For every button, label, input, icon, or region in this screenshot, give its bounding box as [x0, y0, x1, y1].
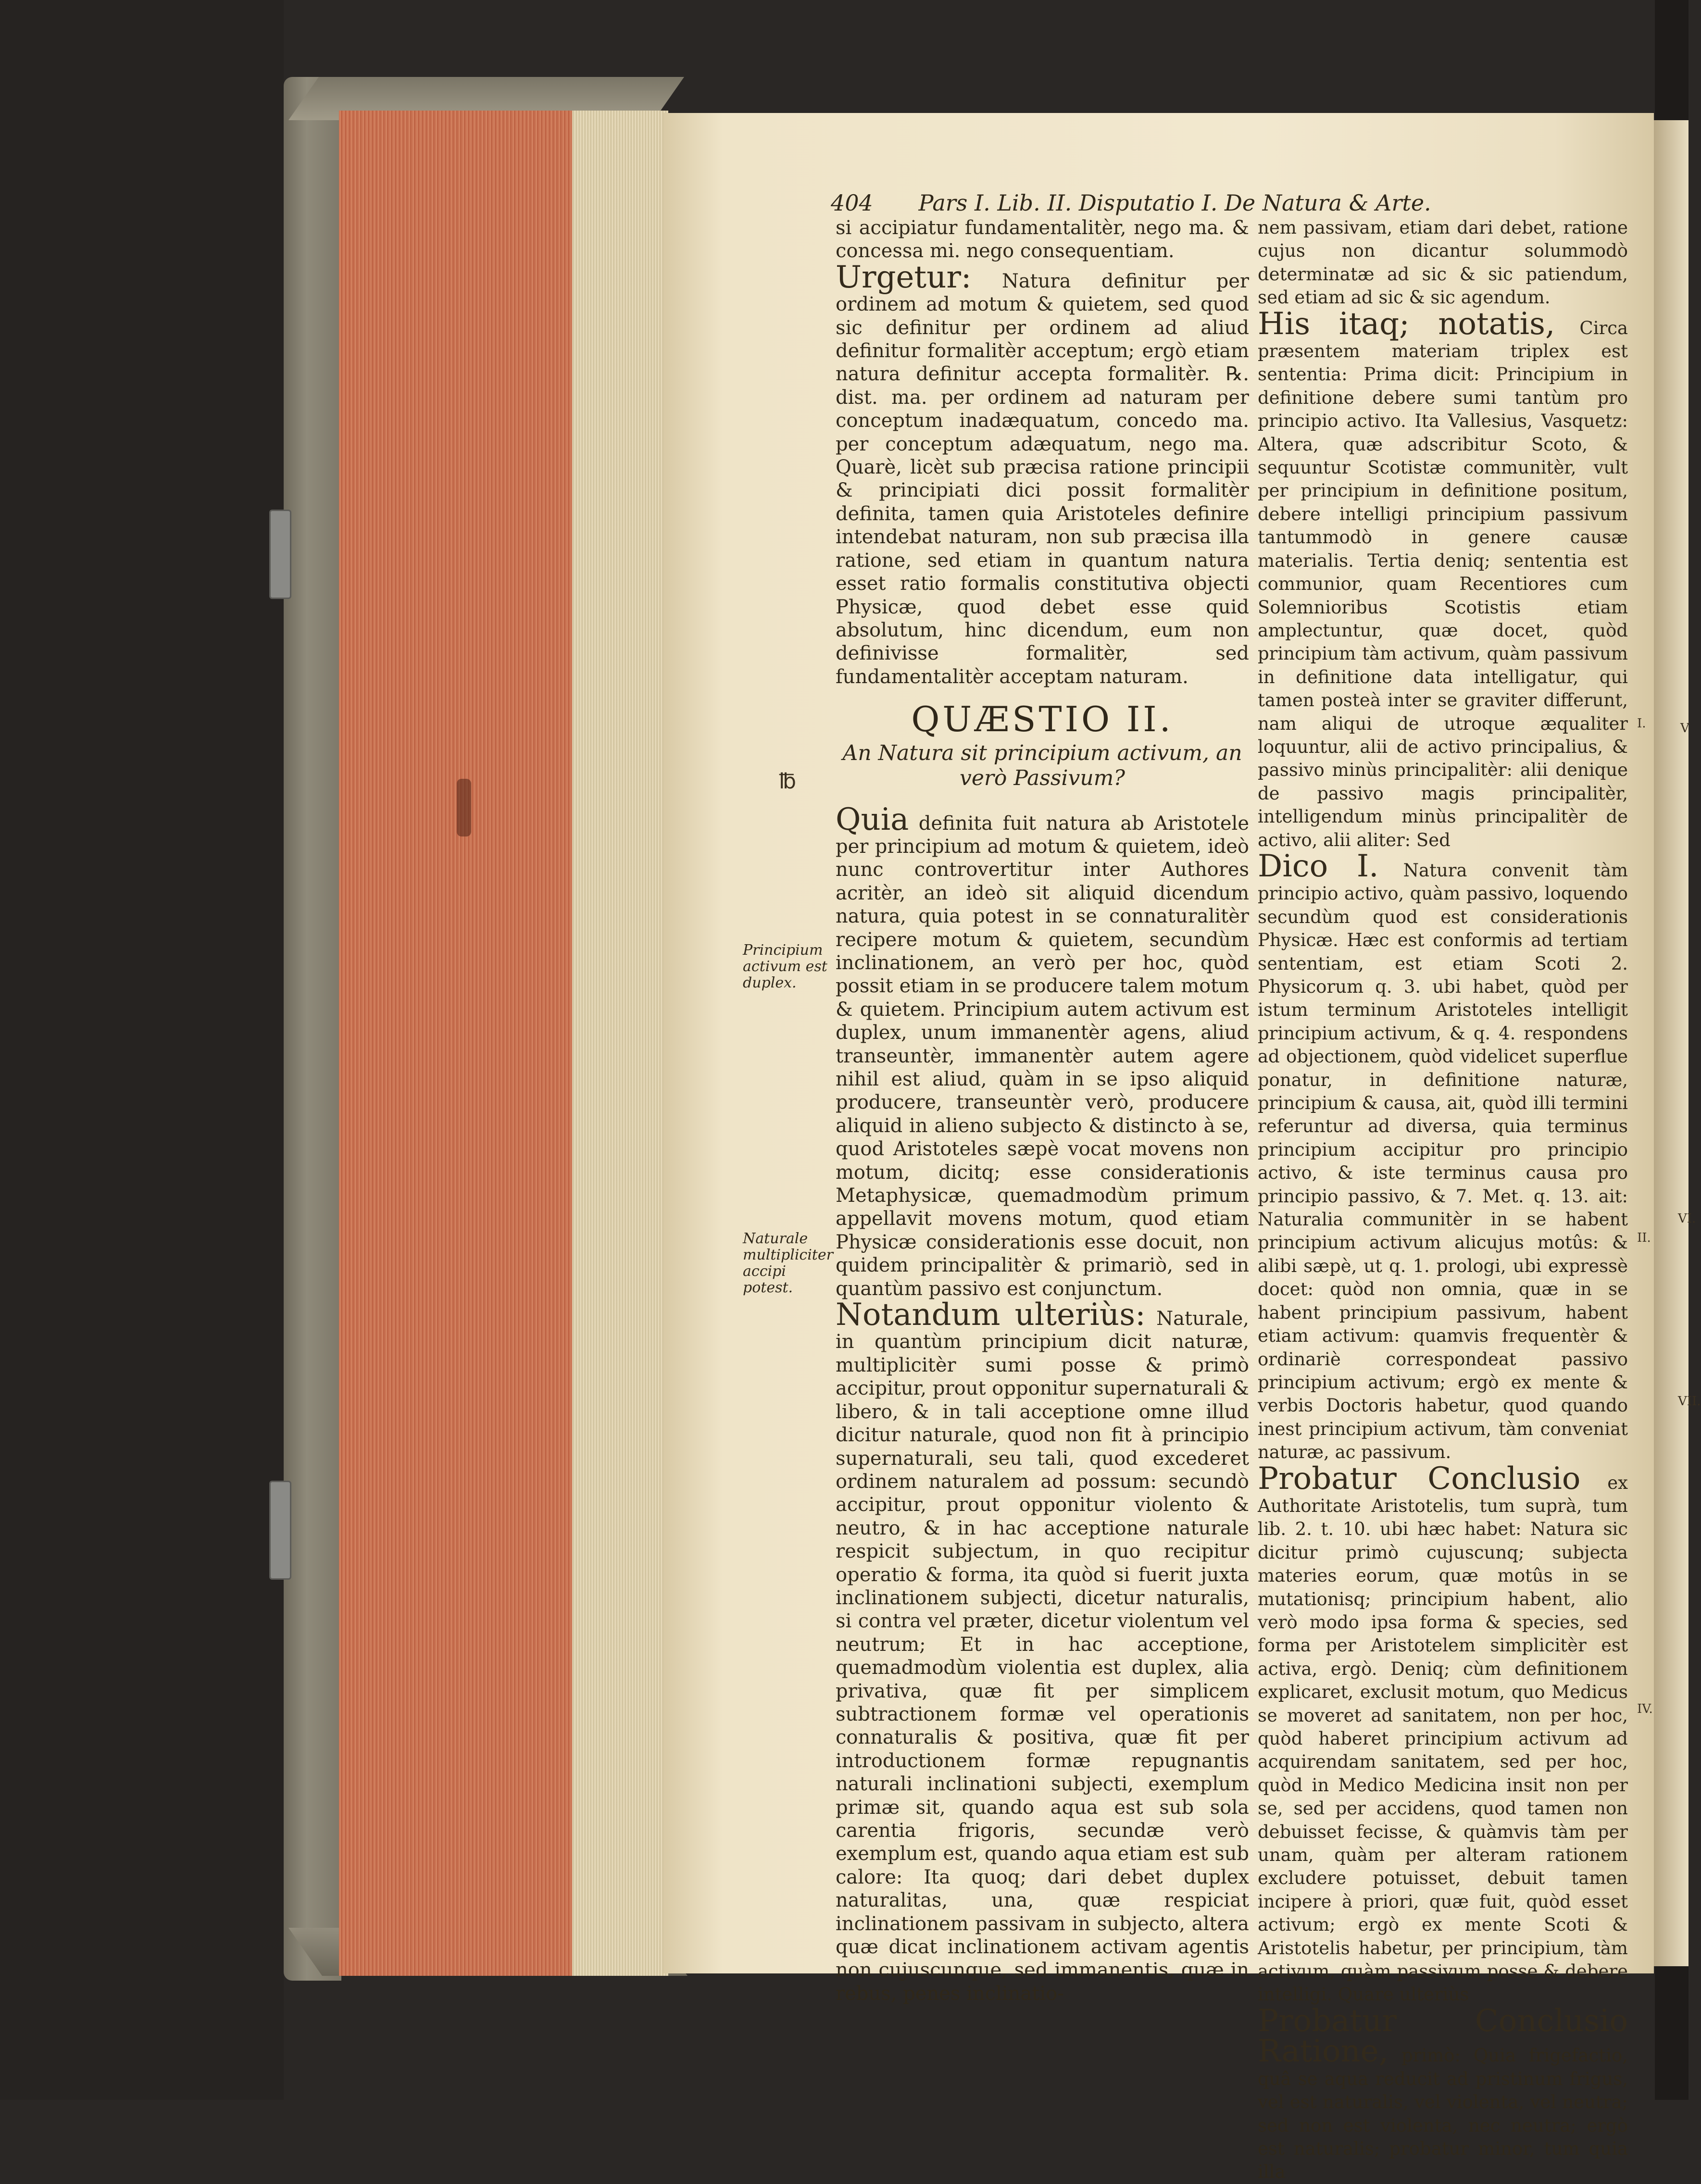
paragraph: [1258, 2003, 1628, 2184]
paragraph-text: definita fuit natura ab Aristotele per principium ad motum & quietem, ideò nunc controvertitur inter Authores acritèr, an ideò sit aliquid dicendum natura, quia potest in se connaturalitèr recipere motum & quietem, secundùm inclinationem, an verò per hoc, quòd possit etiam in se producere talem motum & quietem. Principium autem activum est duplex, unum immanentèr agens, aliud transeuntèr, immanentèr autem agere nihil est aliud, quàm in se ipso aliquid producere, transeuntèr verò, producere aliquid in alieno subjecto & distincto à se, quod Aristoteles sæpè vocat movens non motum, dicitq; esse considerationis Metaphysicæ, quemadmodùm primum appellavit movens motum, quod etiam Physicæ considerationis esse docuit, non quidem principalitèr & primariò, sed in quantùm passivo est conjunctum.: [836, 812, 1249, 1300]
margin-note: Naturale multipliciter accipi potest.: [743, 1230, 833, 1296]
paragraph-lead: Probatur Conclusio: [1258, 1460, 1581, 1497]
paragraph-lead: Probatur Conclusio Ratione,: [1258, 2003, 1628, 2070]
paragraph: [1258, 848, 1628, 1464]
metal-clasp-icon: [269, 510, 291, 599]
margin-numeral: V: [1680, 721, 1689, 736]
marginal-mark: ℔: [779, 769, 796, 794]
metal-clasp-icon: [269, 1481, 291, 1580]
margin-note: Principium activum est duplex.: [743, 942, 827, 991]
paragraph-text: ex Authoritate Aristotelis, tum suprà, tum lib. 2. t. 10. ubi hæc habet: Natura sic dicitur primò cujuscunq; subjecta materies eorum, quæ motûs in se mutationisq; principium habent, alio verò modo ipsa forma & species, sed forma per Aristotelem simplicitèr est activa, ergò. Deniq; cùm definitionem explicaret, exclusit motum, quo Medicus se moveret ad sanitatem, non per hoc, quòd haberet principium activum ad acquirendam sanitatem, sed per hoc, quòd in Medico Medicina insit non per se, sed per accidens, quod tamen non debuisset fecisse, & quàmvis tàm per unam, quàm per alteram rationem excludere potuisset, debuit tamen incipere à priori, quæ fuit, quòd esset activum; ergò ex mente Scoti & Aristotelis habetur, per principium, tàm activum, quàm passivum posse & debere intelligi. Quare ulteriùs: [1258, 1472, 1628, 2005]
paragraph-lead: Quia: [836, 801, 909, 837]
paragraph: [836, 801, 1249, 1301]
paragraph: [836, 1297, 1249, 2005]
book-cover-spine: [284, 77, 341, 1981]
paragraph-text: Natura convenit tàm principio activo, quàm passivo, loquendo secundùm quod est considerationis Physicæ. Hæc est conformis ad tertiam sententiam, est etiam Scoti 2. Physicorum q. 3. ubi habet, quòd per istum terminum Aristoteles intelligit principium activum, & q. 4. respondens ad objectionem, quòd videlicet superflue ponatur, in definitione naturæ, principium & causa, ait, quòd illi termini referuntur ad diversa, quia terminus principium accipitur pro principio activo, & iste terminus causa pro principio passivo, & 7. Met. q. 13. ait: Naturalia communitèr in se habent principium activum alicujus motûs: & alibi sæpè, ut q. 1. prologi, ubi expressè docet: quòd non omnia, quæ in se habent principium passivum, habent etiam activum: quamvis frequentèr & ordinariè correspondeat passivo principium activum; ergò ex mente & verbis Doctoris habetur, quod quando inest principium activum, tàm conveniat naturæ, ac passivum.: [1258, 860, 1628, 1463]
paragraph-text: Naturale, in quantùm principium dicit naturæ, multiplicitèr sumi posse & primò accipitur, prout opponitur supernaturali & libero, & in tali acceptione omne illud dicitur naturale, quod non fit à principio supernaturali, seu tali, quod excederet ordinem naturalem ad possum: secundò accipitur, prout opponitur violento & neutro, & in hac acceptione naturale respicit subjectum, in quo recipitur operatio & forma, ita quòd si fuerit juxta inclinationem subjecti, dicetur naturalis, si contra vel præter, dicetur violentum vel neutrum; Et in hac acceptione, quemadmodùm violentia est duplex, alia privativa, quæ fit per simplicem subtractionem formæ vel operationis connaturalis & positiva, quæ fit per introductionem formæ repugnantis naturali inclinationi subjecti, exemplum primæ sit, quando aqua est sub sola carentia frigoris, secundæ verò exemplum est, quando aqua etiam est sub calore: Ita quoq; dari debet duplex naturalitas, una, quæ respiciat inclinationem passivam in subjecto, altera quæ dicat inclinationem activam agentis non cujuscunque, sed immanentis, quæ in rebus, penes inclinatio-: [836, 1308, 1249, 2005]
paragraph-lead: Urgetur:: [836, 259, 972, 295]
running-head: [831, 190, 1629, 219]
paragraph-text: Natura definitur per ordinem ad motum & quietem, sed quod sic definitur per ordinem ad aliud definitur formalitèr acceptum; ergò etiam natura definitur accepta formalitèr. ℞. dist. ma. per ordinem ad naturam per conceptum inadæquatum, concedo ma. per conceptum adæquatum, nego ma. Quarè, licèt sub præcisa ratione principii & principiati dici possit formalitèr definita, tamen quia Aristoteles definire intendebat naturam, non sub præcisa illa ratione, sed etiam in quantum natura esset ratio formalis constitutiva objecti Physicæ, quod debet esse quid absolutum, hinc dicendum, eum non definivisse formalitèr, sed fundamentalitèr acceptam naturam.: [836, 270, 1250, 688]
page-stack-edge: [572, 111, 668, 1976]
paragraph: [836, 259, 1250, 688]
paragraph-text: Circa præsentem materiam triplex est sententia: Prima dicit: Principium in definitione debere sumi tantùm pro principio activo. Ita Vallesius, Vasquetz: Altera, quæ adscribitur Scoto, & sequuntur Scotistæ communitèr, vult per principium in definitione positum, debere intelligi principium passivum tantummodò in genere causæ materialis. Tertia deniq; sententia est communior, quam Recentiores cum Solemnioribus Scotistis etiam amplectuntur, quæ docet, quòd principium tàm activum, quàm passivum in definitione data intelligatur, qui tamen posteà inter se graviter differunt, nam aliqui de utroque æqualiter loquuntur, alii de activo principalius, & passivo minùs principalitèr: alii denique de passivo magis principalitèr, intelligendum minùs principalitèr de activo, alii aliter: Sed: [1258, 317, 1628, 850]
dark-background-left: [0, 0, 284, 2100]
paragraph-lead: His itaq; notatis,: [1258, 306, 1555, 342]
paragraph-text: primò: Quia frigefactio, quâ se aqua reducit ad pristinum frigus, vel est naturalis, vel violenta, vel neutra; sed non est violenta, nec neutra; ergò est naturalis; probatur minor, tum quia illa: [1258, 2045, 1628, 2183]
page-edge-stain: [457, 779, 471, 836]
left-text-column: [836, 216, 1249, 2005]
margin-numeral: VI.: [1678, 1211, 1696, 1226]
paragraph: nem passivam, etiam dari debet, ratione cujus non dicantur solummodò determinatæ ad sic & sic patiendum, sed etiam ad sic & sic agendum.: [1258, 217, 1628, 308]
paragraph: [1258, 1460, 1628, 2007]
question-title: QUÆSTIO II.: [911, 699, 1174, 740]
question-subtitle: An Natura sit principium activum, an verò Passivum?: [842, 740, 1242, 790]
paragraph: [1258, 306, 1628, 852]
paragraph-lead: Notandum ulteriùs:: [836, 1297, 1146, 1333]
paragraph: si accipiatur fundamentalitèr, nego ma. & concessa mi. nego consequentiam.: [836, 217, 1249, 262]
page-number: 404: [831, 190, 873, 216]
facing-page-sliver: [1654, 120, 1688, 1966]
right-text-column: [1258, 216, 1628, 2184]
margin-numeral: IV.: [1637, 1702, 1653, 1716]
margin-numeral: VII.: [1678, 1394, 1701, 1409]
margin-numeral: II.: [1637, 1231, 1651, 1245]
paragraph-lead: Dico I.: [1258, 848, 1379, 884]
margin-numeral: I.: [1637, 716, 1646, 731]
running-title: Pars I. Lib. II. Disputatio I. De Natura & Arte.: [918, 190, 1431, 216]
